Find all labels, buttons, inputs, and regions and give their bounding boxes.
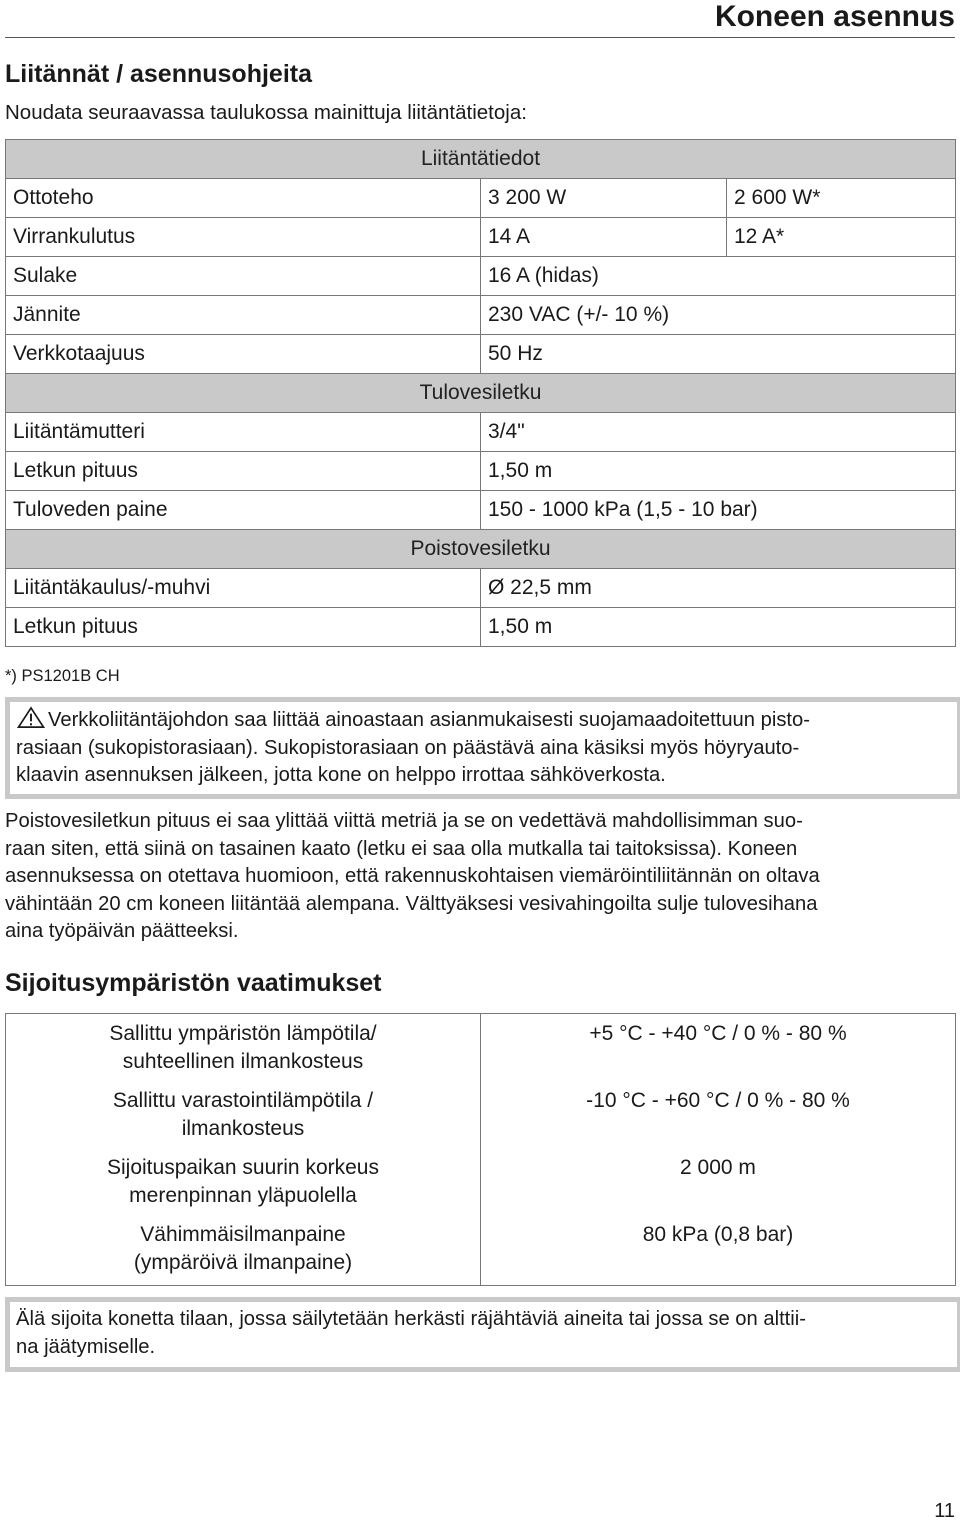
row-label: Verkkotaajuus: [6, 335, 481, 374]
env-value: [481, 1210, 956, 1286]
row-value: 3/4": [481, 413, 956, 452]
env-label: [6, 1143, 481, 1210]
env-value-text: -10 °C - +60 °C / 0 % - 80 %: [586, 1089, 850, 1112]
row-value: 1,50 m: [481, 608, 956, 647]
paragraph-line: vähintään 20 cm koneen liitäntää alempana. Välttyäksesi vesivahingoilta sulje tulovesihana: [5, 892, 818, 915]
paragraph-line: raan siten, että siinä on tasainen kaato (letku ei saa olla mutkalla tai taitoksissa). Koneen: [5, 837, 798, 860]
warning-line-text: Verkkoliitäntäjohdon saa liittää ainoastaan asianmukaisesti suojamaadoitettuun pisto-: [48, 709, 810, 731]
note-line: na jäätymiselle.: [16, 1335, 156, 1358]
note-line: Älä sijoita konetta tilaan, jossa säilytetään herkästi räjähtäviä aineita tai jossa se on alttii-: [16, 1308, 806, 1330]
section-intro: Noudata seuraavassa taulukossa mainittuja liitäntätietoja:: [5, 101, 527, 124]
row-label: Jännite: [6, 296, 481, 335]
row-label: Letkun pituus: [6, 608, 481, 647]
row-value: 3 200 W: [481, 179, 727, 218]
row-label: Virrankulutus: [6, 218, 481, 257]
table-section-header: [6, 374, 956, 413]
paragraph-line: Poistovesiletkun pituus ei saa ylittää viittä metriä ja se on vedettävä mahdollisimman suo-: [5, 810, 803, 832]
env-label-line: merenpinnan yläpuolella: [129, 1184, 357, 1207]
env-label-line: (ympäröivä ilmanpaine): [133, 1251, 353, 1274]
env-value: [481, 1014, 956, 1077]
env-value-text: +5 °C - +40 °C / 0 % - 80 %: [589, 1022, 847, 1045]
section-heading-environment: Sijoitusympäristön vaatimukset: [5, 969, 382, 997]
section-title-connection-data: Liitäntätiedot: [6, 140, 956, 179]
env-label: [6, 1014, 481, 1077]
table-row: [6, 608, 956, 647]
page-number: 11: [934, 1500, 955, 1522]
table-row: [6, 1014, 956, 1077]
warning-line: klaavin asennuksen jälkeen, jotta kone on helppo irrottaa sähköverkosta.: [16, 764, 666, 786]
paragraph-line: aina työpäivän päätteeksi.: [5, 920, 239, 942]
env-value: [481, 1076, 956, 1143]
row-value: 1,50 m: [481, 452, 956, 491]
table-footnote: *) PS1201B CH: [5, 667, 120, 685]
section-heading-connections: Liitännät / asennusohjeita: [5, 60, 312, 88]
header-rule: [5, 37, 955, 38]
table-row: [6, 413, 956, 452]
row-value: 14 A: [481, 218, 727, 257]
page-header-title: Koneen asennus: [714, 0, 955, 33]
table-section-header: [6, 530, 956, 569]
env-label-line: Sallittu varastointilämpötila /: [112, 1089, 374, 1112]
table-row: [6, 1210, 956, 1286]
env-label-line: suhteellinen ilmankosteus: [122, 1050, 364, 1073]
row-label: Letkun pituus: [6, 452, 481, 491]
table-row: [6, 296, 956, 335]
table-row: [6, 179, 956, 218]
table-row: [6, 335, 956, 374]
env-label-line: Vähimmäisilmanpaine: [140, 1223, 346, 1246]
table-row: [6, 257, 956, 296]
row-label: Liitäntäkaulus/-muhvi: [6, 569, 481, 608]
warning-box: [5, 697, 960, 799]
env-label-line: ilmankosteus: [181, 1117, 305, 1140]
row-value: Ø 22,5 mm: [481, 569, 956, 608]
table-row: [6, 569, 956, 608]
row-label: Liitäntämutteri: [6, 413, 481, 452]
table-row: [6, 218, 956, 257]
env-label: [6, 1076, 481, 1143]
env-label-line: Sallittu ympäristön lämpötila/: [109, 1022, 377, 1045]
section-title-drain-hose: Poistovesiletku: [6, 530, 956, 569]
connection-data-table: [5, 139, 956, 647]
row-value: 230 VAC (+/- 10 %): [481, 296, 956, 335]
section-title-inlet-hose: Tulovesiletku: [6, 374, 956, 413]
row-value-alt: 2 600 W*: [727, 179, 956, 218]
row-label: Tuloveden paine: [6, 491, 481, 530]
warning-triangle-icon: [16, 706, 46, 729]
placement-note-box: [5, 1297, 960, 1372]
env-label: [6, 1210, 481, 1286]
row-value: 50 Hz: [481, 335, 956, 374]
env-value: [481, 1143, 956, 1210]
row-label: Ottoteho: [6, 179, 481, 218]
row-value: 16 A (hidas): [481, 257, 956, 296]
row-label: Sulake: [6, 257, 481, 296]
env-value-text: 80 kPa (0,8 bar): [642, 1223, 794, 1246]
table-row: [6, 452, 956, 491]
warning-line: rasiaan (sukopistorasiaan). Sukopistorasiaan on päästävä aina käsiksi myös höyryauto-: [16, 736, 800, 759]
table-row: [6, 491, 956, 530]
table-row: [6, 1076, 956, 1143]
warning-line: [16, 706, 951, 735]
row-value: 150 - 1000 kPa (1,5 - 10 bar): [481, 491, 956, 530]
table-section-header: [6, 140, 956, 179]
environment-requirements-table: [5, 1013, 956, 1286]
env-label-line: Sijoituspaikan suurin korkeus: [107, 1156, 379, 1179]
paragraph-line: asennuksessa on otettava huomioon, että rakennuskohtaisen viemäröintiliitännän on oltava: [5, 865, 820, 887]
table-row: [6, 1143, 956, 1210]
row-value-alt: 12 A*: [727, 218, 956, 257]
env-value-text: 2 000 m: [680, 1156, 756, 1179]
drain-paragraph: [5, 808, 820, 946]
